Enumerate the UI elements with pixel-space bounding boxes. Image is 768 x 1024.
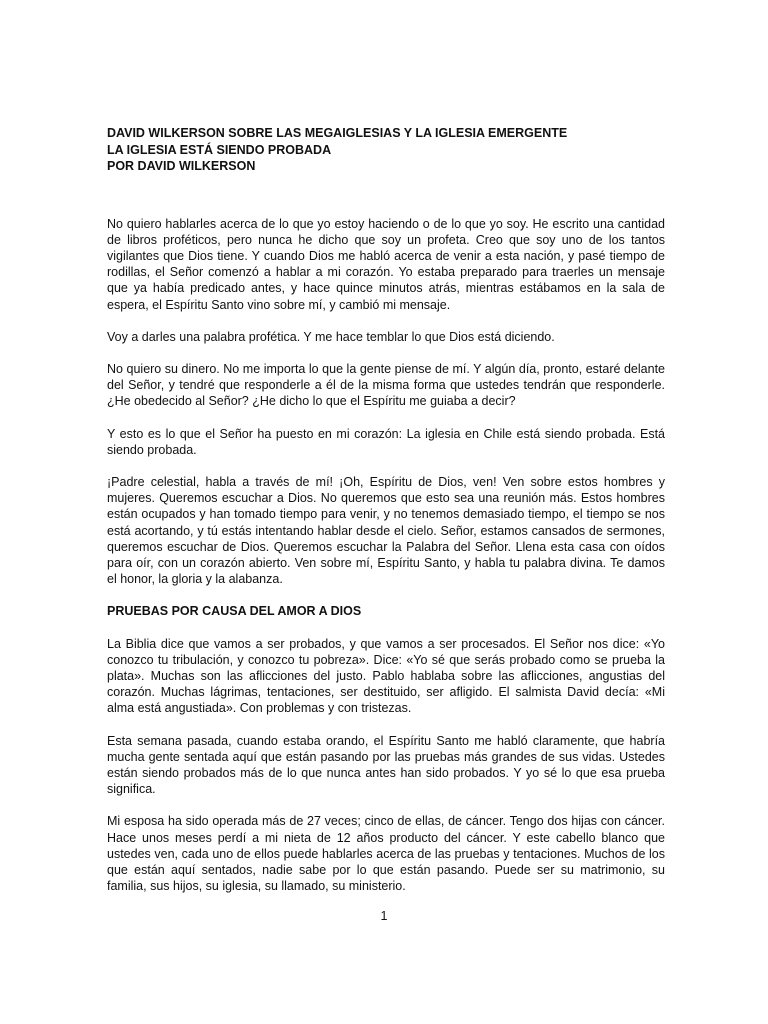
document-page [107, 125, 665, 910]
paragraph-bible: La Biblia dice que vamos a ser probados, y que vamos a ser procesados. El Señor nos dice: «Yo conozco tu tribulación, y conozco tu pobreza». Dice: «Yo sé que serás probado como se prueba la plata». Muchas son las aflicciones del justo. Pablo hablaba sobre las aflicciones, angustias del corazón. Muchas lágrimas, tentaciones, ser destituido, ser afligido. El salmista David decía: «Mi alma está angustiada». Con problemas y con tristezas. [107, 636, 665, 716]
section-heading: PRUEBAS POR CAUSA DEL AMOR A DIOS [107, 604, 362, 619]
title-line-1: DAVID WILKERSON SOBRE LAS MEGAIGLESIAS Y LA IGLESIA EMERGENTE [107, 126, 568, 140]
paragraph-prophetic-word: Voy a darles una palabra profética. Y me hace temblar lo que Dios está diciendo. [107, 329, 555, 344]
paragraph-wife: Mi esposa ha sido operada más de 27 veces; cinco de ellas, de cáncer. Tengo dos hijas con cáncer. Hace unos meses perdí a mi nieta de 12 años producto del cáncer. Y este cabello blanco que ustedes ven, cada uno de ellos puede hablarles acerca de las pruebas y tentaciones. Muchos de los que están aquí sentados, nadie sabe por lo que están pasando. Puede ser su matrimonio, su familia, sus hijos, su iglesia, su llamado, su ministerio. [107, 814, 665, 894]
paragraph-last-week: Esta semana pasada, cuando estaba orando, el Espíritu Santo me habló claramente, que habría mucha gente sentada aquí que están pasando por las pruebas más grandes de sus vidas. Ustedes están siendo probados más de lo que nunca antes han sido probados. Y yo sé lo que esa prueba significa. [107, 733, 665, 797]
paragraph-intro: No quiero hablarles acerca de lo que yo estoy haciendo o de lo que yo soy. He escrito una cantidad de libros proféticos, pero nunca he dicho que soy un profeta. Creo que soy uno de los tantos vigilantes que Dios tiene. Y cuando Dios me habló acerca de venir a esta nación, y pasé tiempo de rodillas, el Señor comenzó a hablar a mi corazón. Yo estaba preparado para traerles un mensaje que ya había predicado antes, y hace quince minutos atrás, mientras estábamos en la sala de espera, el Espíritu Santo vino sobre mí, y cambió mi mensaje. [107, 216, 665, 312]
paragraph-prayer: ¡Padre celestial, habla a través de mí! ¡Oh, Espíritu de Dios, ven! Ven sobre estos hombres y mujeres. Queremos escuchar a Dios. No queremos que esto sea una reunión más. Estos hombres están ocupados y han tomado tiempo para venir, y no tenemos demasiado tiempo, el tiempo se nos está acortando, y tú estás intentando hablar desde el cielo. Señor, estamos cansados de sermones, queremos escuchar de Dios. Queremos escuchar la Palabra del Señor. Llena esta casa con oídos para oír, con un corazón abierto. Ven sobre mí, Espíritu Santo, y habla tu palabra divina. Te damos el honor, la gloria y la alabanza. [107, 474, 665, 587]
spacer [107, 175, 665, 216]
paragraph-money: No quiero su dinero. No me importa lo que la gente piense de mí. Y algún día, pronto, estaré delante del Señor, y tendré que responderle a él de la misma forma que ustedes tendrán que responderle. ¿He obedecido al Señor? ¿He dicho lo que el Espíritu me guiaba a decir? [107, 361, 665, 409]
paragraph-church-tested: Y esto es lo que el Señor ha puesto en mi corazón: La iglesia en Chile está siendo probada. Está siendo probada. [107, 426, 665, 457]
title-line-3: POR DAVID WILKERSON [107, 159, 256, 173]
document-title [107, 125, 665, 175]
page-number: 1 [380, 909, 388, 923]
title-line-2: LA IGLESIA ESTÁ SIENDO PROBADA [107, 142, 332, 157]
